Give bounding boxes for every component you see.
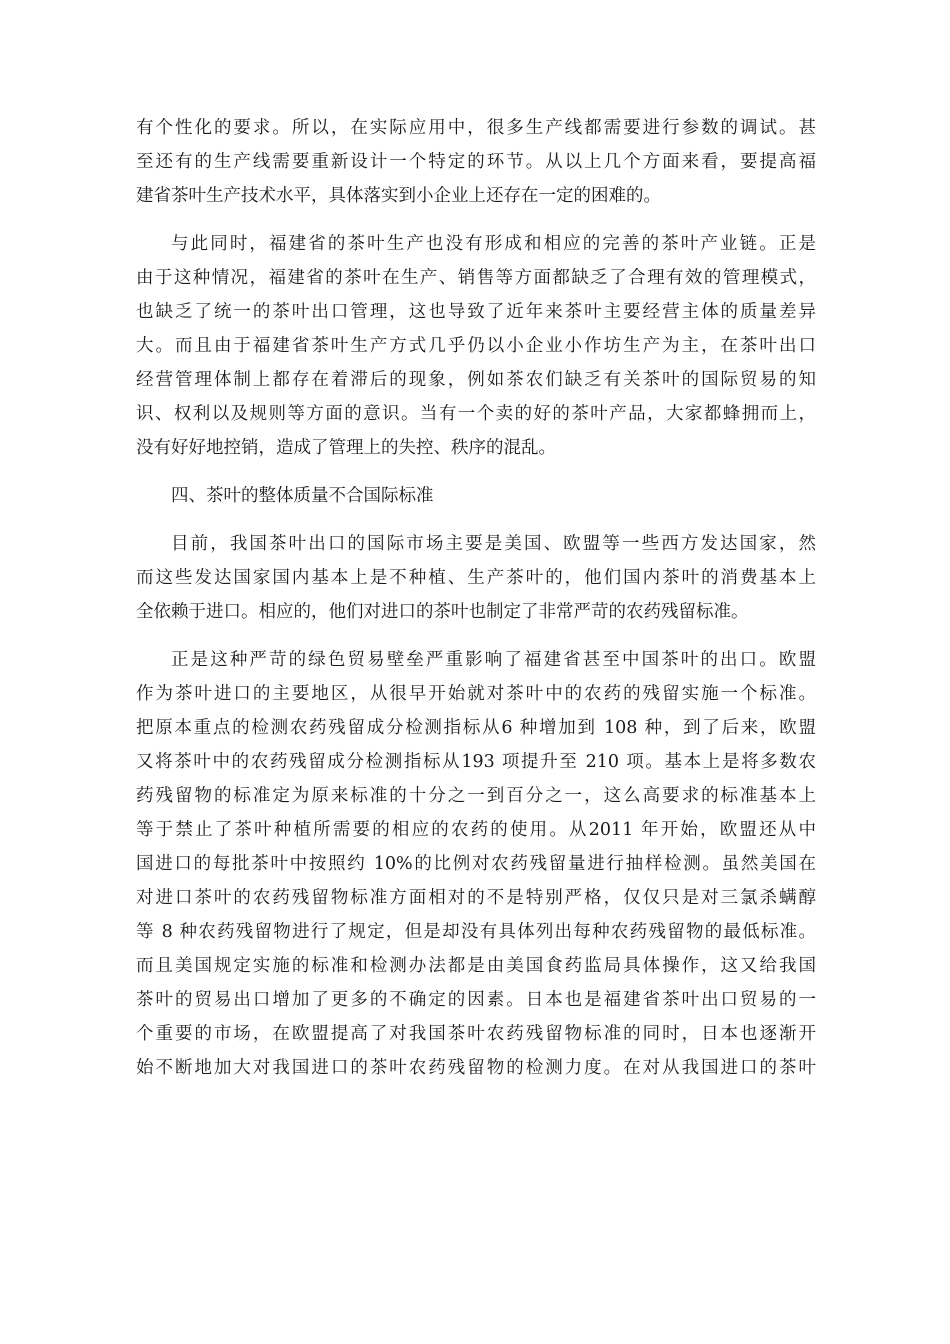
- paragraph: [136, 643, 816, 1085]
- text-line: 作为茶叶进口的主要地区，从很早开始就对茶叶中的农药的残留实施一个标准。: [136, 684, 816, 704]
- paragraph: [136, 527, 816, 629]
- section-heading: [136, 479, 816, 513]
- text-line: 有个性化的要求。所以，在实际应用中，很多生产线都需要进行参数的调试。甚: [136, 118, 816, 138]
- text-line: 等于禁止了茶叶种植所需要的相应的农药的使用。从2011 年开始，欧盟还从中: [136, 820, 816, 840]
- text-line: 识、权利以及规则等方面的意识。当有一个卖的好的茶叶产品，大家都蜂拥而上，: [136, 404, 816, 424]
- text-line: 建省茶叶生产技术水平，具体落实到小企业上还存在一定的困难的。: [136, 186, 661, 206]
- text-line: 全依赖于进口。相应的，他们对进口的茶叶也制定了非常严苛的农药残留标准。: [136, 602, 749, 622]
- paragraph: [136, 227, 816, 465]
- text-line: 等 8 种农药残留物进行了规定，但是却没有具体列出每种农药残留物的最低标准。: [136, 922, 816, 942]
- text-line: 又将茶叶中的农药残留成分检测指标从193 项提升至 210 项。基本上是将多数农: [136, 752, 816, 772]
- text-line: 由于这种情况，福建省的茶叶在生产、销售等方面都缺乏了合理有效的管理模式，: [136, 268, 816, 288]
- text-line: 没有好好地控销，造成了管理上的失控、秩序的混乱。: [136, 438, 556, 458]
- text-line: 而这些发达国家国内基本上是不种植、生产茶叶的，他们国内茶叶的消费基本上: [136, 568, 816, 588]
- document-body: [136, 111, 816, 1099]
- text-line: 对进口茶叶的农药残留物标准方面相对的不是特别严格，仅仅只是对三氯杀螨醇: [136, 888, 816, 908]
- paragraph: [136, 111, 816, 213]
- text-line: 四、茶叶的整体质量不合国际标准: [171, 486, 434, 506]
- text-line: 与此同时，福建省的茶叶生产也没有形成和相应的完善的茶叶产业链。正是: [171, 234, 816, 254]
- text-line: 茶叶的贸易出口增加了更多的不确定的因素。日本也是福建省茶叶出口贸易的一: [136, 990, 816, 1010]
- text-line: 正是这种严苛的绿色贸易壁垒严重影响了福建省甚至中国茶叶的出口。欧盟: [171, 650, 816, 670]
- text-line: 药残留物的标准定为原来标准的十分之一到百分之一，这么高要求的标准基本上: [136, 786, 816, 806]
- text-line: 至还有的生产线需要重新设计一个特定的环节。从以上几个方面来看，要提高福: [136, 152, 816, 172]
- text-line: 国进口的每批茶叶中按照约 10%的比例对农药残留量进行抽样检测。虽然美国在: [136, 854, 816, 874]
- text-line: 个重要的市场，在欧盟提高了对我国茶叶农药残留物标准的同时，日本也逐渐开: [136, 1024, 816, 1044]
- text-line: 经营管理体制上都存在着滞后的现象，例如茶农们缺乏有关茶叶的国际贸易的知: [136, 370, 816, 390]
- text-line: 也缺乏了统一的茶叶出口管理，这也导致了近年来茶叶主要经营主体的质量差异: [136, 302, 816, 322]
- text-line: 大。而且由于福建省茶叶生产方式几乎仍以小企业小作坊生产为主，在茶叶出口: [136, 336, 816, 356]
- text-line: 而且美国规定实施的标准和检测办法都是由美国食药监局具体操作，这又给我国: [136, 956, 816, 976]
- text-line: 把原本重点的检测农药残留成分检测指标从6 种增加到 108 种，到了后来，欧盟: [136, 718, 816, 738]
- text-line: 始不断地加大对我国进口的茶叶农药残留物的检测力度。在对从我国进口的茶叶: [136, 1058, 816, 1078]
- text-line: 目前，我国茶叶出口的国际市场主要是美国、欧盟等一些西方发达国家，然: [171, 534, 816, 554]
